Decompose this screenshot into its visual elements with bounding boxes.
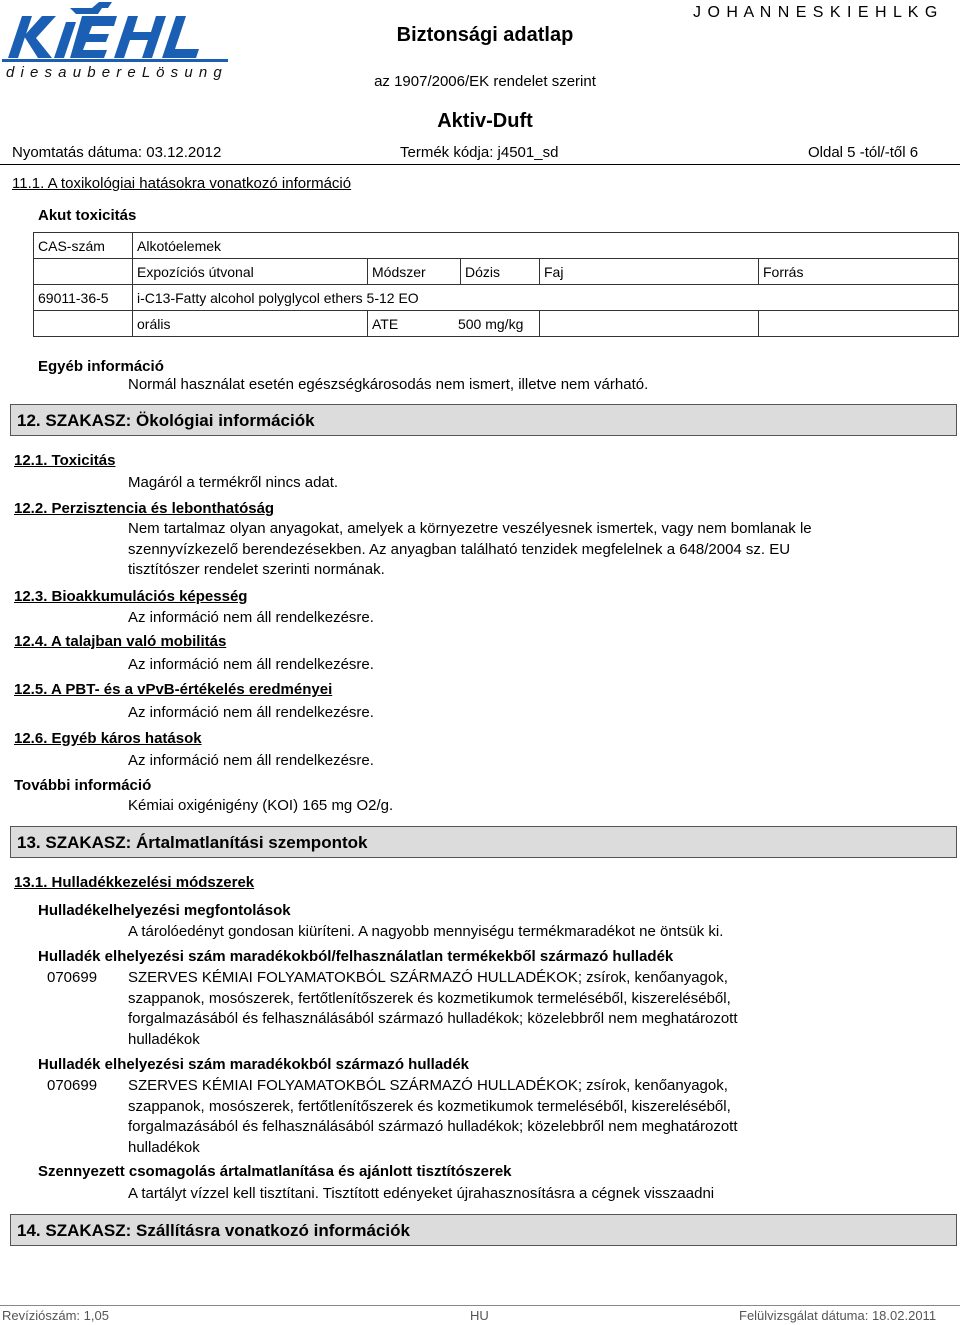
- table-row: [34, 259, 959, 285]
- document-title: Biztonsági adatlap: [396, 24, 574, 46]
- section-12-title: 12. SZAKASZ: Ökológiai információk: [17, 411, 315, 430]
- waste-code-residue-label: Hulladék elhelyezési szám maradékokból származó hulladék: [38, 1056, 470, 1073]
- subsection-12-6-text: Az információ nem áll rendelkezésre.: [128, 752, 374, 769]
- product-name: Aktiv-Duft: [437, 110, 533, 132]
- component-name: i-C13-Fatty alcohol polyglycol ethers 5-12 EO: [133, 285, 959, 311]
- header-divider: [0, 164, 960, 165]
- waste-code-residue-text: SZERVES KÉMIAI FOLYAMATOKBÓL SZÁRMAZÓ HULLADÉKOK; zsírok, kenőanyagok, szappanok, mosószerek, fertőtlenítőszerek és kozmetikumok termeléséből, kiszereléséből, forgalmazásából és felhasználásából származó hulladékok; közelebbről nem meghatározott hulladékok: [128, 1077, 738, 1156]
- disposal-text: A tárolóedényt gondosan kiüríteni. A nagyobb mennyiségu termékmaradékot ne öntsük ki.: [128, 923, 724, 940]
- cas-header: CAS-szám: [34, 233, 133, 259]
- acute-toxicity-table: [33, 232, 959, 337]
- subsection-11-1-heading: 11.1. A toxikológiai hatásokra vonatkozó információ: [12, 175, 352, 192]
- subsection-12-1-heading: 12.1. Toxicitás: [14, 452, 116, 469]
- disposal-label: Hulladékelhelyezési megfontolások: [38, 902, 291, 919]
- waste-code-unused-label: Hulladék elhelyezési szám maradékokból/felhasználatlan termékekből származó hulladék: [38, 948, 674, 965]
- packaging-label: Szennyezett csomagolás ártalmatlanítása és ajánlott tisztítószerek: [38, 1163, 512, 1180]
- species-header: Faj: [540, 259, 759, 285]
- component-header: Alkotóelemek: [133, 233, 959, 259]
- kiehl-logo: [2, 2, 232, 82]
- review-date: Felülvizsgálat dátuma: 18.02.2011: [739, 1308, 937, 1323]
- route-header: Expozíciós útvonal: [133, 259, 368, 285]
- print-date: Nyomtatás dátuma: 03.12.2012: [12, 144, 222, 161]
- empty-cell: [34, 311, 133, 337]
- empty-cell: [34, 259, 133, 285]
- other-info-label: Egyéb információ: [38, 358, 164, 375]
- subsection-12-1-text: Magáról a termékről nincs adat.: [128, 474, 339, 491]
- method-value: ATE: [372, 315, 399, 332]
- footer-divider: [0, 1305, 960, 1306]
- route-value: orális: [133, 311, 368, 337]
- table-row: [34, 285, 959, 311]
- language-code: HU: [470, 1308, 489, 1323]
- section-13-header: [10, 826, 957, 858]
- section-14-title: 14. SZAKASZ: Szállításra vonatkozó információk: [17, 1221, 410, 1240]
- packaging-text: A tartályt vízzel kell tisztítani. Tisztított edényeket újrahasznosításra a cégnek visszaadni: [128, 1185, 715, 1202]
- subsection-12-6-heading: 12.6. Egyéb káros hatások: [14, 730, 202, 747]
- subsection-12-4-text: Az információ nem áll rendelkezésre.: [128, 656, 374, 673]
- subsection-12-4-heading: 12.4. A talajban való mobilitás: [14, 633, 227, 650]
- species-value: [540, 311, 759, 337]
- source-header: Forrás: [759, 259, 959, 285]
- dose-header: Dózis: [461, 259, 540, 285]
- source-value: [759, 311, 959, 337]
- page-number: Oldal 5 -tól/-től 6: [808, 144, 919, 161]
- table-row: [34, 233, 959, 259]
- subsection-12-3-text: Az információ nem áll rendelkezésre.: [128, 609, 374, 626]
- subsection-12-3-heading: 12.3. Bioakkumulációs képesség: [14, 588, 248, 605]
- waste-code-residue-number: 070699: [47, 1077, 98, 1094]
- subsection-12-2-heading: 12.2. Perzisztencia és lebonthatóság: [14, 500, 275, 517]
- logo-tagline: d i e s a u b e r e L ö s u n g: [6, 64, 223, 81]
- regulation: az 1907/2006/EK rendelet szerint: [374, 73, 596, 90]
- method-dose-cell: [368, 311, 540, 337]
- revision-number: Revíziószám: 1,05: [2, 1308, 109, 1323]
- section-13-title: 13. SZAKASZ: Ártalmatlanítási szempontok: [17, 833, 368, 852]
- further-info-label: További információ: [14, 777, 152, 794]
- company-name: J O H A N N E S K I E H L K G: [693, 4, 939, 21]
- subsection-12-2-text: Nem tartalmaz olyan anyagokat, amelyek a környezetre veszélyesnek ismertek, vagy nem bomlanak le szennyvízkezelő berendezésekben. Az anyagban található tenzidek megfelelnek a 648/2004 sz. EU tisztítószer rendelet szerinti normának.: [128, 520, 812, 578]
- waste-code-unused-text: SZERVES KÉMIAI FOLYAMATOKBÓL SZÁRMAZÓ HULLADÉKOK; zsírok, kenőanyagok, szappanok, mosószerek, fertőtlenítőszerek és kozmetikumok termeléséből, kiszereléséből, forgalmazásából és felhasználásából származó hulladékok; közelebbről nem meghatározott hulladékok: [128, 969, 738, 1048]
- product-code: Termék kódja: j4501_sd: [400, 144, 559, 161]
- other-info-text: Normál használat esetén egészségkárosodás nem ismert, illetve nem várható.: [128, 376, 649, 393]
- subsection-12-5-heading: 12.5. A PBT- és a vPvB-értékelés eredményei: [14, 681, 333, 698]
- subsection-12-5-text: Az információ nem áll rendelkezésre.: [128, 704, 374, 721]
- acute-toxicity-label: Akut toxicitás: [38, 207, 137, 224]
- method-header: Módszer: [368, 259, 461, 285]
- table-row: [34, 311, 959, 337]
- subsection-13-1-heading: 13.1. Hulladékkezelési módszerek: [14, 874, 255, 891]
- dose-value: 500 mg/kg: [457, 315, 524, 332]
- cas-number: 69011-36-5: [34, 285, 133, 311]
- section-14-header: [10, 1214, 957, 1246]
- waste-code-unused-number: 070699: [47, 969, 98, 986]
- section-12-header: [10, 404, 957, 436]
- further-info-text: Kémiai oxigénigény (KOI) 165 mg O2/g.: [128, 797, 394, 814]
